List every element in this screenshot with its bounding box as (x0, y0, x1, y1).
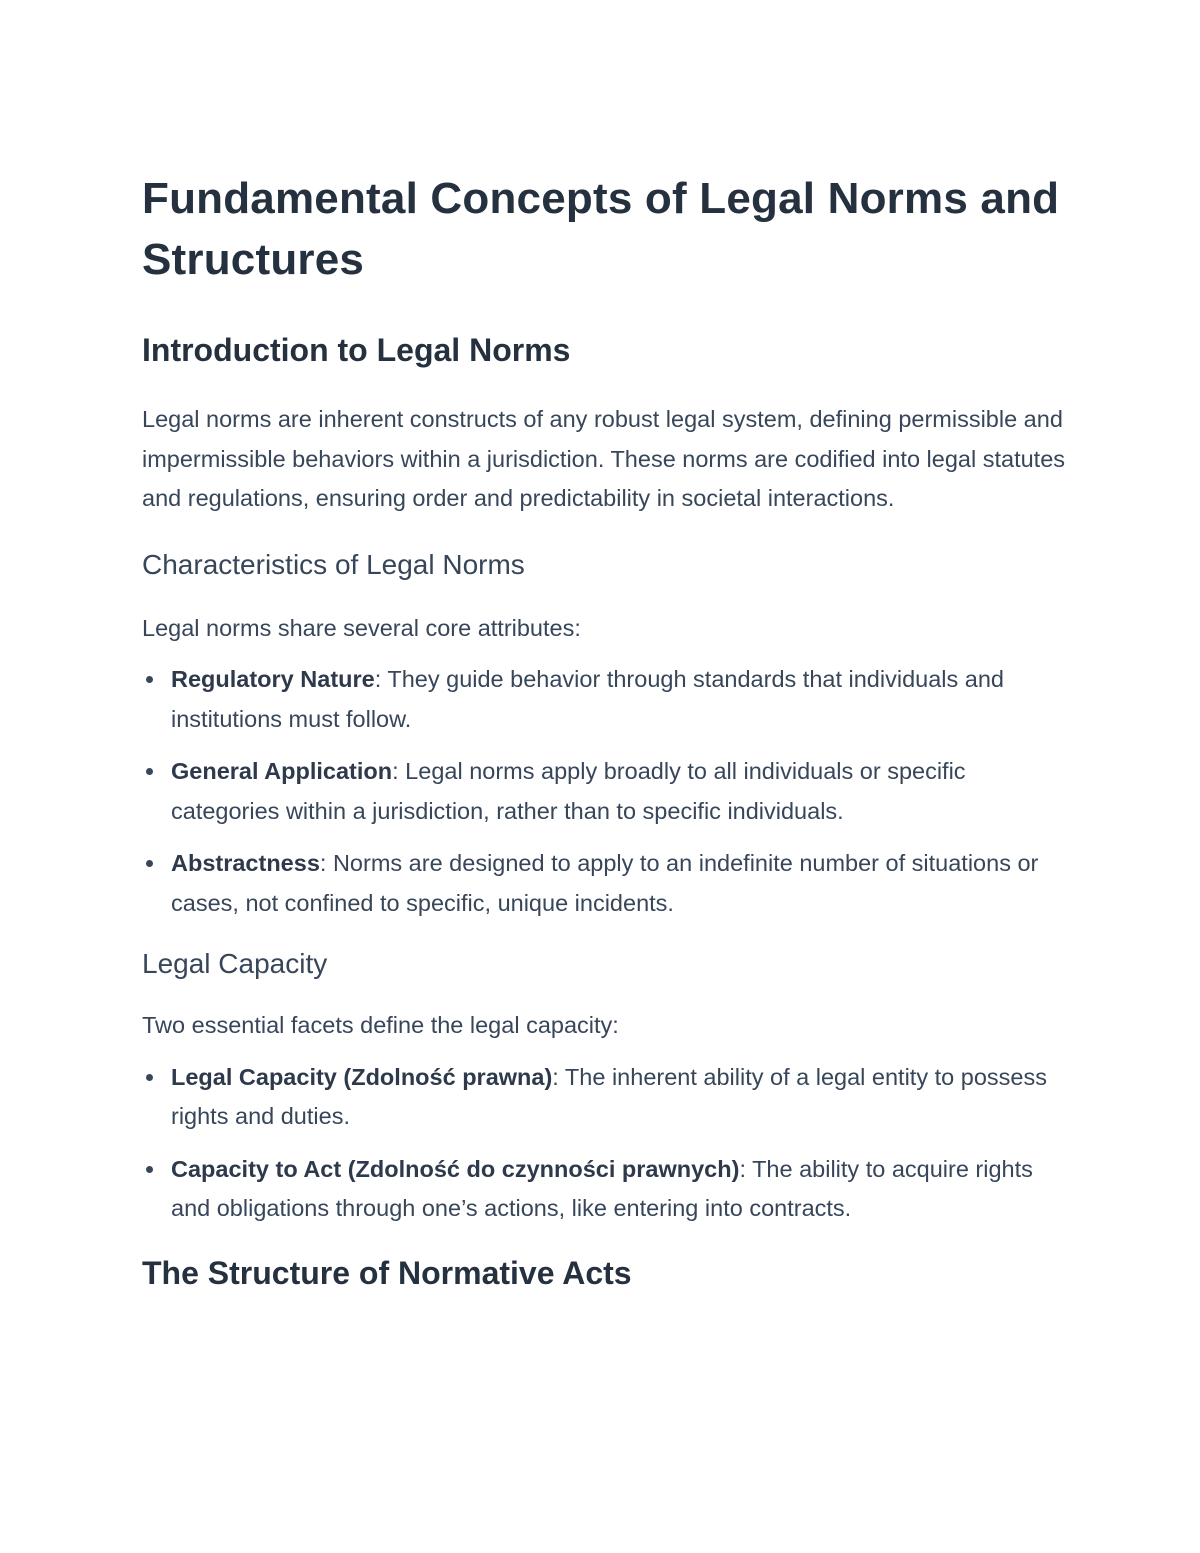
list-item (142, 1150, 1072, 1229)
characteristics-lead: Legal norms share several core attributes: (142, 614, 581, 641)
list-item-term: Regulatory Nature (171, 666, 375, 692)
section-heading-structure: The Structure of Normative Acts (142, 1254, 632, 1291)
list-item-text: : They guide behavior through standards that individuals and institutions must follow. (171, 666, 1004, 732)
list-item (142, 1058, 1072, 1137)
introduction-paragraph: Legal norms are inherent constructs of any robust legal system, defining permissible and impermissible behaviors within a jurisdiction. These norms are codified into legal statutes and regulations, ensuring order and predictability in societal interactions. (142, 406, 1066, 511)
document-title: Fundamental Concepts of Legal Norms and Structures (142, 174, 1060, 284)
document-page (142, 168, 1072, 1293)
list-item-term: General Application (171, 758, 393, 784)
list-item-term: Abstractness (171, 850, 320, 876)
list-item (142, 844, 1072, 923)
section-heading-introduction: Introduction to Legal Norms (142, 332, 571, 368)
list-item (142, 752, 1072, 831)
subsection-heading-legal-capacity: Legal Capacity (142, 948, 328, 979)
list-item-term: Capacity to Act (Zdolność do czynności prawnych) (171, 1155, 740, 1182)
characteristics-list (142, 660, 1072, 923)
list-item (142, 660, 1072, 739)
list-item-text: : The inherent ability of a legal entity to possess rights and duties. (171, 1063, 1047, 1129)
list-item-term: Legal Capacity (Zdolność prawna) (171, 1063, 553, 1090)
list-item-text: : The ability to acquire rights and obligations through one’s actions, like entering into contracts. (171, 1155, 1033, 1221)
list-item-text: : Norms are designed to apply to an indefinite number of situations or cases, not confined to specific, unique incidents. (171, 850, 1039, 916)
legal-capacity-lead: Two essential facets define the legal capacity: (142, 1012, 619, 1038)
list-item-text: : Legal norms apply broadly to all individuals or specific categories within a jurisdiction, rather than to specific individuals. (171, 758, 966, 824)
legal-capacity-list (142, 1058, 1072, 1229)
subsection-heading-characteristics: Characteristics of Legal Norms (142, 548, 525, 580)
